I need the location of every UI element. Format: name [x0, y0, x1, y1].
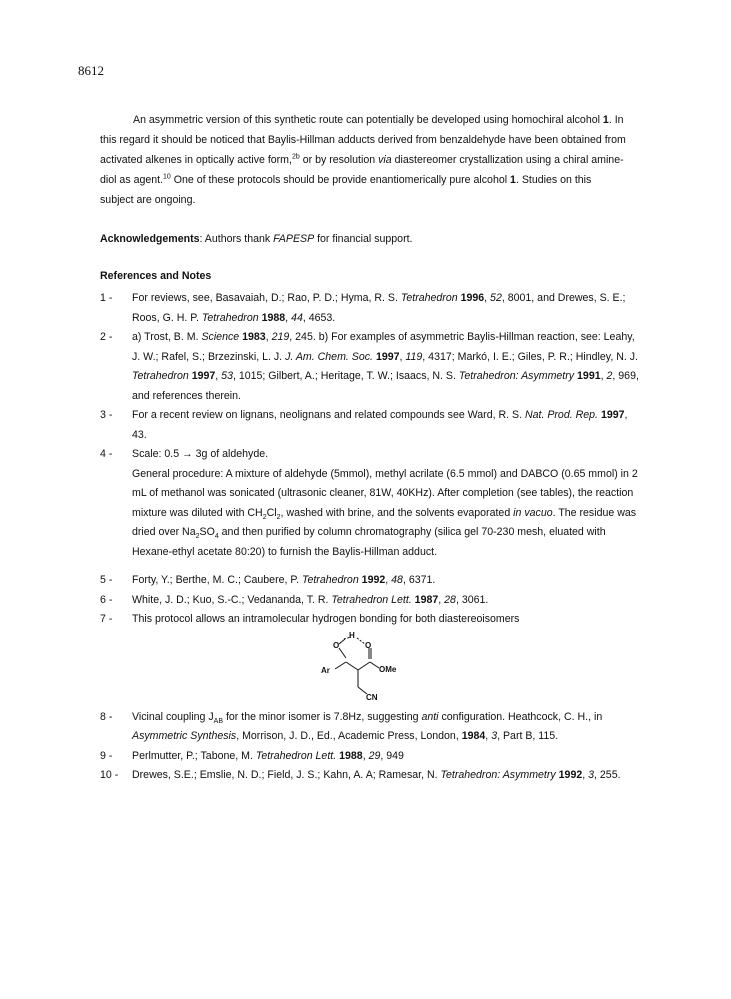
page-number: 8612 [78, 63, 104, 78]
reference-3: 3 - For a recent review on lignans, neolignans and related compounds see Ward, R. S. Nat. Prod. Rep. 1997, 43. [100, 409, 628, 441]
references-heading: References and Notes [100, 270, 212, 282]
atom-o-hydroxyl: O [333, 640, 340, 650]
reference-2: 2 - a) Trost, B. M. Science 1983, 219, 245. b) For examples of asymmetric Baylis-Hillman reaction, see: Leahy, J. W.; Rafel, S.; Brzezinski, L. J. J. Am. Chem. Soc. 1997, 119, 4317; Markó, I. E.; Giles, P. R.; Hindley, N. J. Tetrahedron 1997, 53, 1015; Gilbert, A.; Heritage, T. W.; Isaacs, N. S. Tetrahedron: Asymmetry 1991, 2, 969, and references therein. [100, 331, 639, 402]
references-list [100, 289, 640, 786]
reference-8: 8 - Vicinal coupling $J_{AB}$ for the minor isomer is 7.8Hz, suggesting anti configuration. Heathcock, C. H., in Asymmetric Synthesis, Morrison, J. D., Ed., Academic Press, London, 1984, 3, Part B, 115. [100, 710, 603, 742]
atom-o-carbonyl: O [365, 640, 372, 650]
reference-10: 10 - Drewes, S.E.; Emslie, N. D.; Field, J. S.; Kahn, A. A; Ramesar, N. Tetrahedron: Asymmetry 1992, 3, 255. [100, 769, 621, 781]
reference-1: 1 - For reviews, see, Basavaiah, D.; Rao, P. D.; Hyma, R. S. Tetrahedron 1996, 52, 8001, and Drewes, S. E.; Roos, G. H. P. Tetrahedron 1988, 44, 4653. [100, 292, 626, 324]
hydrogen-bond-structure [305, 632, 415, 704]
general-procedure: General procedure: A mixture of aldehyde (5mmol), methyl acrilate (6.5 mmol) and DABCO (0.65 mmol) in 2 mL of methanol was sonicated (ultrasonic cleaner, 81W, 40KHz). After completion (see tables), the reaction mixture was diluted with $CH_2Cl_2$, washed with brine, and the solvents evaporated in vacuo. The residue was dried over $Na_2SO_4$ and then purified by column chromatography (silica gel 70-230 mesh, eluated with Hexane-ethyl acetate 80:20) to furnish the Baylis-Hillman adduct. [132, 467, 638, 558]
reference-7: 7 - This protocol allows an intramolecular hydrogen bonding for both diastereoisomers [100, 613, 520, 625]
atom-ar: Ar [321, 665, 330, 675]
reference-6: 6 - White, J. D.; Kuo, S.-C.; Vedananda, T. R. Tetrahedron Lett. 1987, 28, 3061. [100, 593, 489, 606]
reference-5: 5 - Forty, Y.; Berthe, M. C.; Caubere, P. Tetrahedron 1992, 48, 6371. [100, 574, 436, 586]
atom-h: H [349, 631, 355, 640]
body-paragraph: An asymmetric version of this synthetic route can potentially be developed using homochiral alcohol 1. In this regard it should be noticed that Baylis-Hillman adducts derived from benzaldehyde have been obtained from activated alkenes in optically active form,$^{2b}$ or by resolution via diastereomer crystallization using a chiral amine-diol as agent.$^{10}$ One of these protocols should be provide enantiomerically pure alcohol 1. Studies on this subject are ongoing. [100, 114, 626, 206]
reference-9: 9 - Perlmutter, P.; Tabone, M. Tetrahedron Lett. 1988, 29, 949 [100, 749, 404, 762]
reference-4: 4 - Scale: 0.5 → 3g of aldehyde. General procedure: A mixture of aldehyde (5mmol), methyl acrilate (6.5 mmol) and DABCO (0.65 mmol) in 2 mL of methanol was sonicated (ultrasonic cleaner, 81W, 40KHz). After completion (see tables), the reaction mixture was diluted with $CH_2Cl_2$, washed with brine, and the solvents evaporated in vacuo. The residue was dried over $Na_2SO_4$ and then purified by column chromatography (silica gel 70-230 mesh, eluated with Hexane-ethyl acetate 80:20) to furnish the Baylis-Hillman adduct. [100, 448, 638, 558]
atom-ome: OMe [379, 664, 397, 674]
atom-cn: CN [366, 692, 378, 702]
acknowledgements-label: Acknowledgements [100, 233, 200, 245]
acknowledgements: Acknowledgements: Authors thank FAPESP for financial support. [100, 233, 413, 245]
